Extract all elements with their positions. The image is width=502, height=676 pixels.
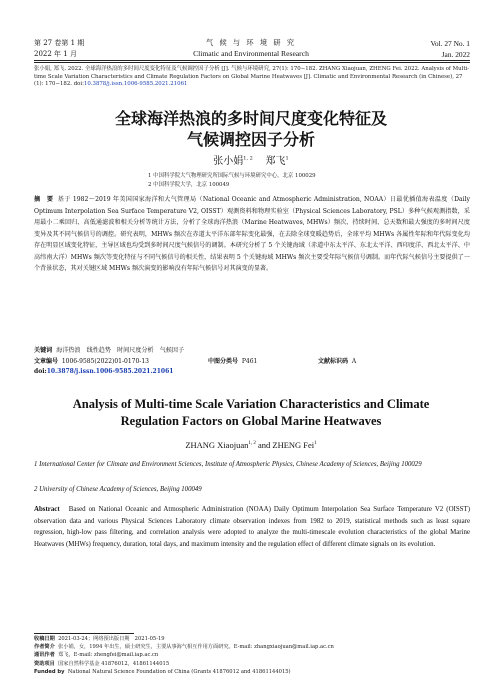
title-en-line2: Regulation Factors on Global Marine Heatwaves [120,414,382,428]
authors-cn [0,152,502,167]
footnotes [34,635,470,676]
abstract-en [34,504,470,550]
received-label: 收稿日期 [34,636,55,642]
volume-en: Vol. 27 No. 1 [430,39,470,48]
clc-number [208,357,257,366]
header-rule [34,60,470,61]
document-code-label: 文献标识码 [318,358,349,365]
author-en-2-aff: 1 [314,441,317,447]
journal-name-en: Climatic and Environmental Research [193,49,309,58]
keywords-cn-label: 关键词 [34,347,53,354]
affiliation-cn-2: 2 中国科学院大学，北京 100049 [148,182,230,188]
citation-doi-link[interactable]: 10.3878/j.issn.1006-9585.2021.21061 [83,81,188,88]
clc-value: P461 [241,358,258,365]
citation-en-2: ZHENG Fei. 2022. Analysis of Multi-time Scale Variation Characteristics and Climate Regulation Factors on Global Marine Heatwaves [J]. Climatic [34,66,470,80]
abstract-en-text: Based on National Oceanic and Atmospheric Administration (NOAA) Daily Optimum Interpolation Sea Surface Temperature V2 (OISST) observation data and various Physical Sciences Laboratory climate observation indexes from 1982 to 2019, statistical methods such as least square regression, high-low pass filtering, and correlation analysis were adopted to analyze the multi-timescale evolution characteristics of the global Marine Heatwaves (MHWs) frequency, duration, total days, and maximum intensity and the regulation effect of different climate signals on its evolution. [34,506,471,548]
abstract-cn-label: 摘 要 [34,196,54,203]
author-en-1-aff: 1, 2 [248,441,256,447]
citation-en-1: ZHANG Xiaojuan, [318,66,368,72]
footnote-fund-en [34,668,470,676]
date-en: Jan. 2022 [441,50,470,59]
footnote-fund-cn [34,660,470,668]
abstract-en-label: Abstract [34,506,60,513]
footnote-corresponding [34,651,470,659]
affiliation-en-1: 1 International Center for Climate and Environment Sciences, Institute of Atmospheric Physics, Chinese Academy of Sciences, Beijing 100029 [34,461,422,468]
document-code-value: A [351,358,357,365]
citation [34,66,470,89]
document-code [318,357,356,366]
corresponding-label: 通讯作者 [34,652,55,659]
author-en-1: ZHANG Xiaojuan [185,440,249,450]
citation-en-3: and Environmental Research (in Chinese), 27 (1): 170−182. doi: [34,73,463,88]
affiliation-en-2: 2 University of Chinese Academy of Sciences, Beijing 100049 [34,486,202,493]
footnote-rule [34,633,134,634]
title-cn-line1: 全球海洋热浪的多时间尺度变化特征及 [114,109,387,128]
keywords-cn-text: 海洋热浪 线性趋势 时间尺度分析 气候因子 [56,347,185,354]
article-number-value: 1006-9585(2022)01-0170-13 [61,358,149,365]
author-intro-label: 作者简介 [34,644,55,651]
footnote-author [34,643,470,651]
footnote-received [34,635,470,643]
author-cn-2-aff: 1 [285,155,289,162]
date-cn: 2022 年 1 月 [34,50,77,58]
affiliation-cn-1: 1 中国科学院大气物理研究所国际气候与环境研究中心，北京 100029 [148,173,316,179]
header-rule-2 [34,62,470,63]
author-intro-value: 张小娟，女，1994 年出生，硕士研究生，主要从事海气相互作用方面研究。E-mail: zhangxiaojuan@mail.iap.ac.cn [58,644,334,651]
corresponding-value: 郑飞，E-mail: zhengfei@mail.iap.ac.cn [58,652,159,659]
citation-cn: 张小娟, 郑飞. 2022. 全球海洋热浪的多时间尺度变化特征及气候调控因子分析 [J]. 气候与环境研究, 27(1): 170−182. [34,66,318,72]
doi-link[interactable]: 10.3878/j.issn.1006-9585.2021.21061 [46,368,174,375]
article-number [34,357,149,366]
author-en-2: ZHENG Fei [272,440,315,450]
volume-cn: 第 27 卷第 1 期 [34,39,85,47]
abstract-cn [34,194,470,275]
abstract-cn-text: 基于 1982～2019 年美国国家海洋和大气管理局（National Oceanic and Atmospheric Administration, NOAA）日最优插值海表温度（Daily Optimum Interpolation Sea Surface Temperature V2, OISST）观测资料和物理实验室（Physical Sciences Laboratory, PSL）多种气候观测指数，采用最小二乘回归、高低通滤波和相关分析等统计方法，分析了全球海洋热浪（Marine Heatwaves, MHWs）频次、持续时间、总天数和最大强度的多时间尺度变异及其不同气候信号的调控。研究表明，MHWs 频次在赤道太平洋东部年际变化最强，在去除全球变暖趋势后，全球平均 MHWs 各属性年际和年代际变化均存在明显区域变化特征，主导区域也均受到多时间尺度气候信号的调制。本研究分析了 5 个关键海域（赤道中东太平洋、东北太平洋、西印度洋、西北太平洋、中高纬南大洋）MHWs 频次等变化特征与不同气候信号的相关性，结果表明 5 个关键海域 MHWs 频次主要受年际气候信号调制。而年代际气候信号主要提供了一个背景状态，其对关键区域 MHWs 频次演变的影响没有年际气候信号对其演变的显著。 [34,196,470,272]
clc-label: 中图分类号 [208,358,239,365]
title-en-line1: Analysis of Multi-time Scale Variation Characteristics and Climate [72,397,430,411]
fund-cn-value: 国家自然科学基金 41876012，41861144015 [58,660,170,667]
authors-en [0,440,502,450]
received-value: 2021-03-24；网络预出版日期 2021-05-19 [58,636,165,642]
author-en-and: and [257,440,271,450]
author-cn-1: 张小娟 [213,156,244,167]
doi-label: doi: [34,368,47,375]
title-cn-line2: 气候调控因子分析 [186,130,315,149]
author-cn-1-aff: 1, 2 [243,155,253,162]
journal-name-cn: 气 候 与 环 境 研 究 [205,38,297,47]
keywords-cn [34,346,184,355]
article-number-label: 文章编号 [34,358,59,365]
fund-en-label: Funded by [34,668,65,675]
fund-en-value: National Natural Science Foundation of China (Grants 41876012 and 41861144015) [67,668,291,675]
doi [34,368,173,375]
author-cn-2: 郑飞 [265,156,286,167]
fund-cn-label: 资助项目 [34,660,55,667]
